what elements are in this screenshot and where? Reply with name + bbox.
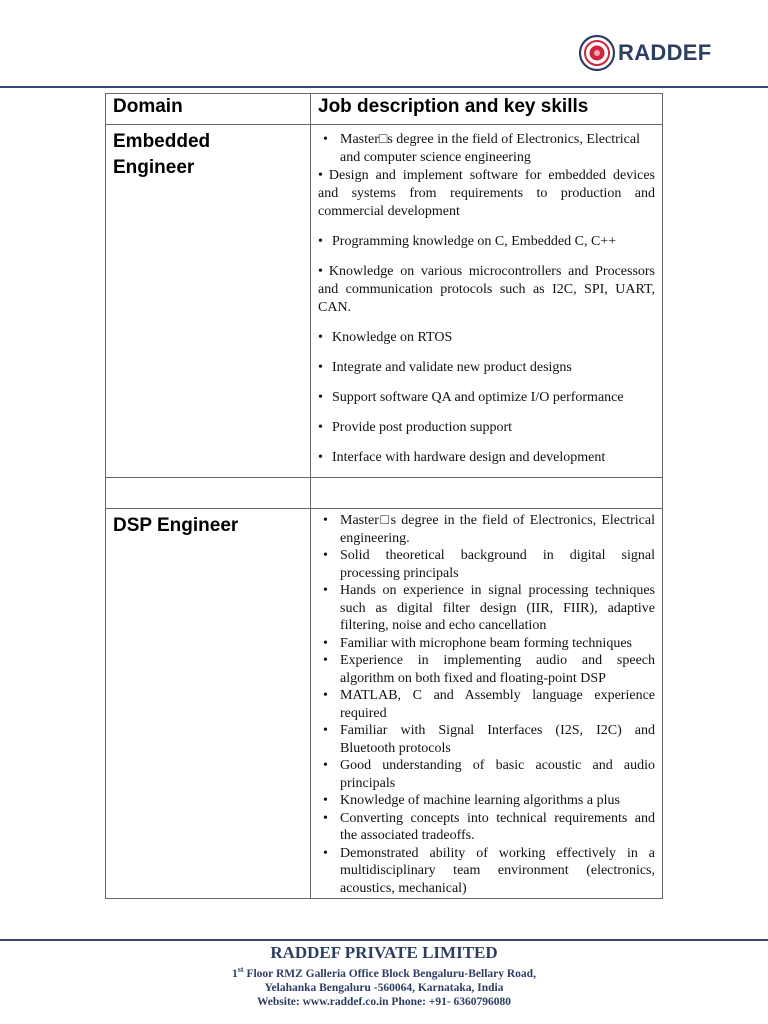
job-table xyxy=(105,93,663,899)
domain-cell-embedded xyxy=(106,125,311,478)
footer-contact-line: Website: www.raddef.co.in Phone: +91- 6360796080 xyxy=(256,995,512,1008)
table-row xyxy=(106,125,663,478)
footer-divider xyxy=(0,939,768,941)
logo-emblem-icon xyxy=(578,34,616,72)
list-item: • Converting concepts into technical requirements and the associated tradeoffs. xyxy=(318,810,655,845)
list-item: • Master□s degree in the field of Electronics, Electrical and computer science engineering xyxy=(318,131,655,167)
logo-text: RADDEF xyxy=(618,40,712,65)
list-item: • Support software QA and optimize I/O performance xyxy=(318,389,655,407)
list-item: • Experience in implementing audio and speech algorithm on both fixed and floating-point DSP xyxy=(318,652,655,687)
description-cell-embedded xyxy=(311,125,663,478)
domain-name-line: Embedded xyxy=(113,131,211,152)
table-row xyxy=(106,509,663,899)
description-cell-dsp xyxy=(311,509,663,899)
list-item: • Familiar with microphone beam forming techniques xyxy=(318,635,655,653)
list-item: • Master□s degree in the field of Electronics, Electrical engineering. xyxy=(318,512,655,547)
spacer-row xyxy=(106,478,663,509)
footer-address-line1 xyxy=(0,963,768,981)
list-item: • Knowledge on RTOS xyxy=(318,329,655,347)
list-item: • Knowledge on various microcontrollers and Processors and communication protocols such as I2C, SPI, UART, CAN. xyxy=(318,263,655,317)
list-item: • Solid theoretical background in digital signal processing principals xyxy=(318,547,655,582)
address-text: Floor RMZ Galleria Office Block Bengaluru-Bellary Road, xyxy=(243,967,536,980)
header-divider xyxy=(0,86,768,88)
domain-column-header: Domain xyxy=(106,94,311,125)
list-item: • Hands on experience in signal processing techniques such as digital filter design (IIR, FIIR), adaptive filtering, noise and echo cancellation xyxy=(318,582,655,635)
empty-cell xyxy=(106,478,311,509)
list-item: • Knowledge of machine learning algorithms a plus xyxy=(318,792,655,810)
list-item: • Familiar with Signal Interfaces (I2S, I2C) and Bluetooth protocols xyxy=(318,722,655,757)
empty-cell xyxy=(311,478,663,509)
footer-address-line2: Yelahanka Bengaluru -560064, Karnataka, India xyxy=(264,981,504,994)
list-item: • Design and implement software for embedded devices and systems from requirements to production and commercial development xyxy=(318,167,655,221)
domain-name-line: DSP Engineer xyxy=(113,515,239,536)
domain-cell-dsp xyxy=(106,509,311,899)
table-header-row xyxy=(106,94,663,125)
list-item: • Good understanding of basic acoustic and audio principals xyxy=(318,757,655,792)
skills-list xyxy=(318,131,655,467)
list-item: • Provide post production support xyxy=(318,419,655,437)
floor-number: 1 xyxy=(232,967,238,980)
footer-company-name: RADDEF PRIVATE LIMITED xyxy=(270,943,498,962)
footer xyxy=(0,943,768,1009)
list-item: • Interface with hardware design and development xyxy=(318,449,655,467)
list-item: • MATLAB, C and Assembly language experience required xyxy=(318,687,655,722)
company-logo xyxy=(578,34,711,72)
domain-name-line: Engineer xyxy=(113,157,195,178)
list-item: • Demonstrated ability of working effectively in a multidisciplinary team environment (electronics, acoustics, mechanical) xyxy=(318,845,655,898)
floor-suffix: st xyxy=(237,965,244,974)
list-item: • Integrate and validate new product designs xyxy=(318,359,655,377)
list-item: • Programming knowledge on C, Embedded C, C++ xyxy=(318,233,655,251)
skills-list xyxy=(318,512,655,897)
description-column-header: Job description and key skills xyxy=(311,94,663,125)
